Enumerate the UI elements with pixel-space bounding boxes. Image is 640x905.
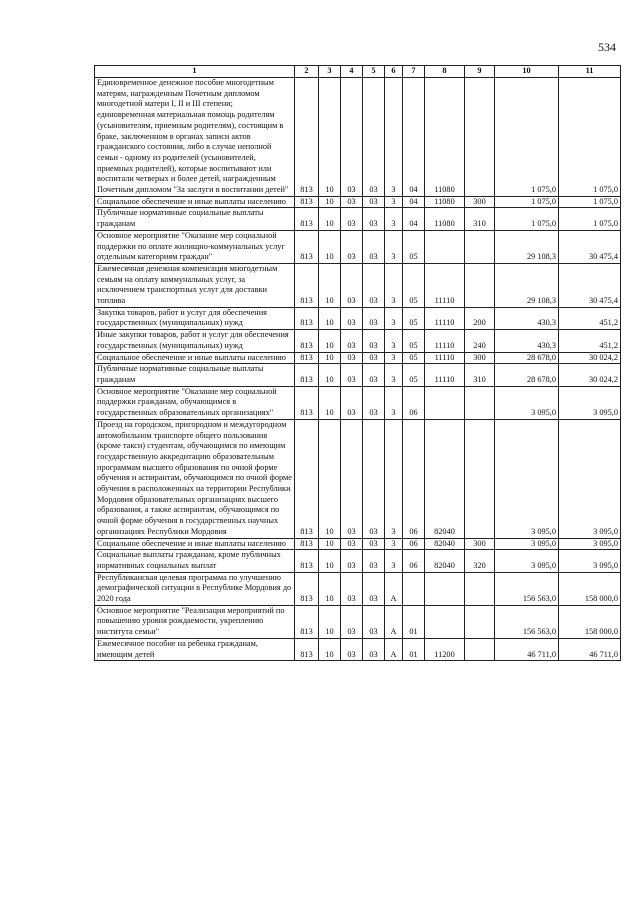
admin-code-cell: 813 — [295, 263, 319, 307]
row-description: Социальное обеспечение и иные выплаты населению — [95, 352, 295, 364]
program-cell: 03 — [363, 419, 385, 538]
row-description: Основное мероприятие "Реализация мероприятий по повышению уровня рождаемости, укреплению института семьи" — [95, 605, 295, 638]
amount-year-2-cell: 158 000,0 — [559, 605, 621, 638]
program-cell: 03 — [363, 352, 385, 364]
event-cell — [403, 572, 425, 605]
subprogram-cell: 3 — [385, 330, 403, 352]
event-cell: 06 — [403, 419, 425, 538]
admin-code-cell: 813 — [295, 330, 319, 352]
expense-type-cell: 300 — [465, 196, 495, 208]
expense-type-cell — [465, 78, 495, 197]
subsection-cell: 03 — [341, 419, 363, 538]
event-cell: 01 — [403, 605, 425, 638]
program-cell: 03 — [363, 364, 385, 386]
subsection-cell: 03 — [341, 208, 363, 230]
expense-code-cell: 11110 — [425, 330, 465, 352]
budget-table — [94, 65, 621, 661]
program-cell: 03 — [363, 196, 385, 208]
amount-year-2-cell: 1 075,0 — [559, 78, 621, 197]
admin-code-cell: 813 — [295, 572, 319, 605]
subsection-cell: 03 — [341, 330, 363, 352]
table-row — [95, 196, 621, 208]
program-cell: 03 — [363, 572, 385, 605]
expense-type-cell — [465, 605, 495, 638]
event-cell: 04 — [403, 208, 425, 230]
table-row — [95, 330, 621, 352]
section-cell: 10 — [319, 352, 341, 364]
admin-code-cell: 813 — [295, 538, 319, 550]
table-row — [95, 419, 621, 538]
amount-year-1-cell: 28 678,0 — [495, 352, 559, 364]
table-body — [95, 78, 621, 661]
expense-code-cell — [425, 230, 465, 263]
table-row — [95, 550, 621, 572]
amount-year-1-cell: 1 075,0 — [495, 78, 559, 197]
row-description: Иные закупки товаров, работ и услуг для обеспечения государственных (муниципальных) нужд — [95, 330, 295, 352]
column-header-1: 1 — [95, 66, 295, 78]
column-header-7: 7 — [403, 66, 425, 78]
row-description: Проезд на городском, пригородном и междугородном автомобильном транспорте общего пользования (кроме такси) студентам, обучающимся по имеющим государственную аккредитацию образовательным программам высшего образования по очной форме обучения и аспирантам, обучающимся по очной форме обучения в расположенных на территории Республики Мордовия образовательных организациях высшего образования, а также аспирантам, обучающимся по очной форме обучения в государственных научных организациях Республики Мордовия — [95, 419, 295, 538]
column-header-5: 5 — [363, 66, 385, 78]
expense-code-cell: 11080 — [425, 78, 465, 197]
admin-code-cell: 813 — [295, 196, 319, 208]
event-cell: 06 — [403, 550, 425, 572]
section-cell: 10 — [319, 208, 341, 230]
expense-type-cell — [465, 638, 495, 660]
expense-code-cell: 82040 — [425, 419, 465, 538]
subprogram-cell: А — [385, 638, 403, 660]
program-cell: 03 — [363, 208, 385, 230]
admin-code-cell: 813 — [295, 550, 319, 572]
amount-year-1-cell: 3 095,0 — [495, 538, 559, 550]
column-header-9: 9 — [465, 66, 495, 78]
admin-code-cell: 813 — [295, 364, 319, 386]
table-row — [95, 263, 621, 307]
subsection-cell: 03 — [341, 538, 363, 550]
program-cell: 03 — [363, 386, 385, 419]
column-header-3: 3 — [319, 66, 341, 78]
section-cell: 10 — [319, 638, 341, 660]
expense-code-cell: 11110 — [425, 352, 465, 364]
amount-year-2-cell: 30 475,4 — [559, 263, 621, 307]
expense-code-cell: 11080 — [425, 208, 465, 230]
section-cell: 10 — [319, 538, 341, 550]
subprogram-cell: 3 — [385, 538, 403, 550]
subprogram-cell: 3 — [385, 352, 403, 364]
expense-type-cell — [465, 386, 495, 419]
amount-year-2-cell: 451,2 — [559, 307, 621, 329]
expense-code-cell: 11110 — [425, 364, 465, 386]
amount-year-1-cell: 29 108,3 — [495, 230, 559, 263]
program-cell: 03 — [363, 230, 385, 263]
expense-type-cell: 300 — [465, 352, 495, 364]
expense-code-cell — [425, 572, 465, 605]
program-cell: 03 — [363, 605, 385, 638]
table-row — [95, 538, 621, 550]
subsection-cell: 03 — [341, 386, 363, 419]
amount-year-2-cell: 3 095,0 — [559, 419, 621, 538]
section-cell: 10 — [319, 230, 341, 263]
admin-code-cell: 813 — [295, 307, 319, 329]
subprogram-cell: 3 — [385, 78, 403, 197]
program-cell: 03 — [363, 307, 385, 329]
table-row — [95, 572, 621, 605]
program-cell: 03 — [363, 78, 385, 197]
program-cell: 03 — [363, 330, 385, 352]
row-description: Ежемесячная денежная компенсация многодетным семьям на оплату коммунальных услуг, за исключением транспортных услуг для доставки топлива — [95, 263, 295, 307]
amount-year-2-cell: 451,2 — [559, 330, 621, 352]
event-cell: 06 — [403, 538, 425, 550]
amount-year-1-cell: 156 563,0 — [495, 605, 559, 638]
column-header-6: 6 — [385, 66, 403, 78]
subprogram-cell: А — [385, 572, 403, 605]
amount-year-1-cell: 3 095,0 — [495, 419, 559, 538]
row-description: Социальные выплаты гражданам, кроме публичных нормативных социальных выплат — [95, 550, 295, 572]
table-row — [95, 208, 621, 230]
amount-year-1-cell: 3 095,0 — [495, 550, 559, 572]
amount-year-2-cell: 1 075,0 — [559, 196, 621, 208]
amount-year-1-cell: 29 108,3 — [495, 263, 559, 307]
table-row — [95, 386, 621, 419]
expense-type-cell — [465, 263, 495, 307]
expense-code-cell: 11110 — [425, 307, 465, 329]
row-description: Публичные нормативные социальные выплаты гражданам — [95, 208, 295, 230]
amount-year-2-cell: 30 475,4 — [559, 230, 621, 263]
row-description: Социальное обеспечение и иные выплаты населению — [95, 538, 295, 550]
subsection-cell: 03 — [341, 638, 363, 660]
event-cell: 05 — [403, 364, 425, 386]
expense-type-cell: 310 — [465, 208, 495, 230]
amount-year-1-cell: 156 563,0 — [495, 572, 559, 605]
subsection-cell: 03 — [341, 196, 363, 208]
amount-year-1-cell: 1 075,0 — [495, 208, 559, 230]
expense-code-cell — [425, 386, 465, 419]
subprogram-cell: 3 — [385, 364, 403, 386]
subprogram-cell: 3 — [385, 550, 403, 572]
admin-code-cell: 813 — [295, 230, 319, 263]
table-row — [95, 605, 621, 638]
admin-code-cell: 813 — [295, 208, 319, 230]
row-description: Республиканская целевая программа по улучшению демографической ситуации в Республике Мордовия до 2020 года — [95, 572, 295, 605]
expense-code-cell: 11110 — [425, 263, 465, 307]
event-cell: 05 — [403, 263, 425, 307]
subprogram-cell: А — [385, 605, 403, 638]
amount-year-2-cell: 3 095,0 — [559, 550, 621, 572]
subsection-cell: 03 — [341, 352, 363, 364]
column-header-4: 4 — [341, 66, 363, 78]
amount-year-1-cell: 430,3 — [495, 307, 559, 329]
expense-type-cell: 200 — [465, 307, 495, 329]
table-row — [95, 230, 621, 263]
admin-code-cell: 813 — [295, 419, 319, 538]
table-row — [95, 307, 621, 329]
admin-code-cell: 813 — [295, 352, 319, 364]
program-cell: 03 — [363, 550, 385, 572]
amount-year-2-cell: 3 095,0 — [559, 386, 621, 419]
table-row — [95, 364, 621, 386]
admin-code-cell: 813 — [295, 386, 319, 419]
subprogram-cell: 3 — [385, 307, 403, 329]
event-cell: 04 — [403, 78, 425, 197]
event-cell: 05 — [403, 330, 425, 352]
subprogram-cell: 3 — [385, 230, 403, 263]
amount-year-2-cell: 158 000,0 — [559, 572, 621, 605]
header-row — [95, 66, 621, 78]
program-cell: 03 — [363, 538, 385, 550]
subsection-cell: 03 — [341, 307, 363, 329]
expense-code-cell — [425, 605, 465, 638]
subprogram-cell: 3 — [385, 196, 403, 208]
event-cell: 05 — [403, 307, 425, 329]
section-cell: 10 — [319, 386, 341, 419]
subsection-cell: 03 — [341, 364, 363, 386]
event-cell: 06 — [403, 386, 425, 419]
subprogram-cell: 3 — [385, 419, 403, 538]
row-description: Публичные нормативные социальные выплаты гражданам — [95, 364, 295, 386]
table-row — [95, 638, 621, 660]
expense-type-cell — [465, 230, 495, 263]
amount-year-2-cell: 30 024,2 — [559, 352, 621, 364]
table-row — [95, 78, 621, 197]
row-description: Единовременное денежное пособие многодетным матерям, награжденным Почетным дипломом многодетной матери I, II и III степени; единовременная материальная помощь родителям (усыновителям, приемным родителям), состоящим в браке, заключенном в органах записи актов гражданского состояния, либо в случае неполной семьи - одному из родителей (усыновителей, приемных родителей), которые воспитывают или воспитали четверых и более детей, награжденным Почетным дипломом "За заслуги в воспитании детей" — [95, 78, 295, 197]
expense-code-cell: 82040 — [425, 550, 465, 572]
section-cell: 10 — [319, 307, 341, 329]
subprogram-cell: 3 — [385, 208, 403, 230]
subsection-cell: 03 — [341, 263, 363, 307]
section-cell: 10 — [319, 550, 341, 572]
amount-year-1-cell: 430,3 — [495, 330, 559, 352]
expense-type-cell — [465, 572, 495, 605]
event-cell: 04 — [403, 196, 425, 208]
subsection-cell: 03 — [341, 605, 363, 638]
section-cell: 10 — [319, 419, 341, 538]
section-cell: 10 — [319, 196, 341, 208]
amount-year-2-cell: 30 024,2 — [559, 364, 621, 386]
expense-code-cell: 11080 — [425, 196, 465, 208]
amount-year-1-cell: 1 075,0 — [495, 196, 559, 208]
section-cell: 10 — [319, 364, 341, 386]
row-description: Основное мероприятие "Оказание мер социальной поддержки по оплате жилищно-коммунальных услуг отдельным категориям граждан" — [95, 230, 295, 263]
subprogram-cell: 3 — [385, 263, 403, 307]
event-cell: 05 — [403, 230, 425, 263]
section-cell: 10 — [319, 330, 341, 352]
subsection-cell: 03 — [341, 78, 363, 197]
expense-code-cell: 11200 — [425, 638, 465, 660]
subprogram-cell: 3 — [385, 386, 403, 419]
row-description: Основное мероприятие "Оказание мер социальной поддержки гражданам, обучающимся в государственных образовательных организациях" — [95, 386, 295, 419]
expense-type-cell — [465, 419, 495, 538]
expense-type-cell: 320 — [465, 550, 495, 572]
subsection-cell: 03 — [341, 572, 363, 605]
column-header-10: 10 — [495, 66, 559, 78]
amount-year-2-cell: 46 711,0 — [559, 638, 621, 660]
row-description: Закупка товаров, работ и услуг для обеспечения государственных (муниципальных) нужд — [95, 307, 295, 329]
amount-year-1-cell: 46 711,0 — [495, 638, 559, 660]
row-description: Ежемесячное пособие на ребенка гражданам, имеющим детей — [95, 638, 295, 660]
program-cell: 03 — [363, 638, 385, 660]
column-header-2: 2 — [295, 66, 319, 78]
amount-year-1-cell: 28 678,0 — [495, 364, 559, 386]
section-cell: 10 — [319, 572, 341, 605]
column-header-11: 11 — [559, 66, 621, 78]
amount-year-2-cell: 1 075,0 — [559, 208, 621, 230]
table-header — [95, 66, 621, 78]
column-header-8: 8 — [425, 66, 465, 78]
admin-code-cell: 813 — [295, 78, 319, 197]
amount-year-2-cell: 3 095,0 — [559, 538, 621, 550]
row-description: Социальное обеспечение и иные выплаты населению — [95, 196, 295, 208]
subsection-cell: 03 — [341, 550, 363, 572]
section-cell: 10 — [319, 78, 341, 197]
admin-code-cell: 813 — [295, 605, 319, 638]
expense-code-cell: 82040 — [425, 538, 465, 550]
program-cell: 03 — [363, 263, 385, 307]
expense-type-cell: 240 — [465, 330, 495, 352]
page-number: 534 — [598, 40, 616, 54]
expense-type-cell: 300 — [465, 538, 495, 550]
expense-type-cell: 310 — [465, 364, 495, 386]
table-row — [95, 352, 621, 364]
event-cell: 05 — [403, 352, 425, 364]
admin-code-cell: 813 — [295, 638, 319, 660]
subsection-cell: 03 — [341, 230, 363, 263]
amount-year-1-cell: 3 095,0 — [495, 386, 559, 419]
section-cell: 10 — [319, 605, 341, 638]
event-cell: 01 — [403, 638, 425, 660]
section-cell: 10 — [319, 263, 341, 307]
